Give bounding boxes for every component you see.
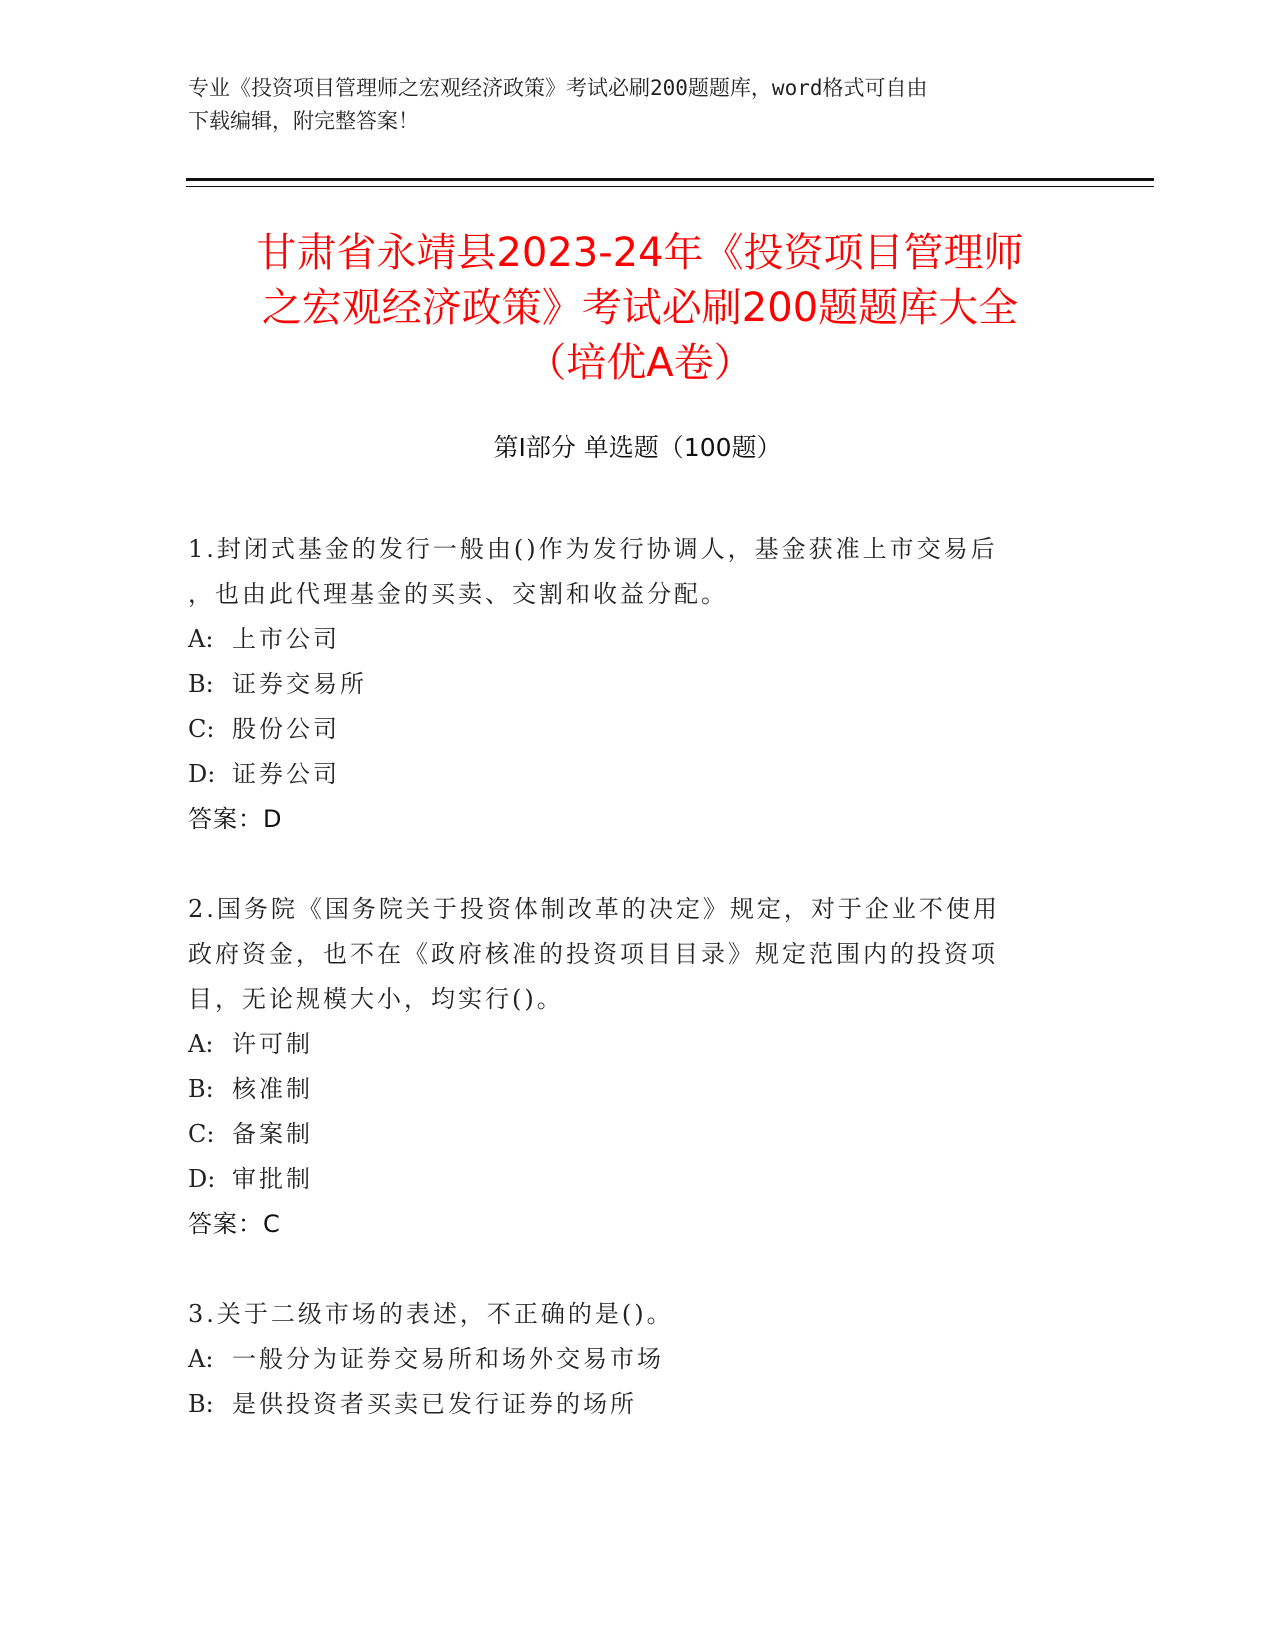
option-text: 上市公司 [232,625,340,653]
option-letter: A: [188,1345,214,1373]
header-divider-thick [186,178,1154,181]
question-2-option-d [188,1157,1058,1202]
option-letter: A: [188,625,214,653]
header-note [188,72,1088,138]
title-line-3: （培优A卷） [526,340,754,386]
question-1-option-a [188,617,1058,662]
title-line-1: 甘肃省永靖县2023-24年《投资项目管理师 [256,230,1024,276]
question-list [188,527,1058,1472]
option-text: 证券公司 [232,760,340,788]
question-2 [188,887,1058,1247]
option-letter: B: [188,670,214,698]
question-1-text-line-2: ，也由此代理基金的买卖、交割和收益分配。 [188,580,728,608]
option-text: 备案制 [232,1120,313,1148]
option-letter: D: [188,1165,216,1193]
question-3-option-b [188,1382,1058,1427]
question-1-option-c [188,707,1058,752]
header-divider-thin [186,186,1154,187]
question-3 [188,1292,1058,1427]
question-2-option-b [188,1067,1058,1112]
question-1-option-d [188,752,1058,797]
option-text: 许可制 [232,1030,313,1058]
question-1-option-b [188,662,1058,707]
option-text: 股份公司 [232,715,340,743]
question-2-text-line-2: 政府资金，也不在《政府核准的投资项目目录》规定范围内的投资项 [188,940,998,968]
option-letter: C: [188,1120,215,1148]
title-line-2: 之宏观经济政策》考试必刷200题题库大全 [261,285,1019,331]
question-3-option-a [188,1337,1058,1382]
question-2-text-line-1: 2.国务院《国务院关于投资体制改革的决定》规定，对于企业不使用 [188,895,1000,923]
header-note-line-2: 下载编辑，附完整答案！ [188,109,419,133]
option-letter: B: [188,1390,214,1418]
question-2-option-a [188,1022,1058,1067]
option-text: 审批制 [232,1165,313,1193]
document-title [160,226,1120,391]
option-text: 是供投资者买卖已发行证券的场所 [232,1390,637,1418]
question-2-answer: 答案：C [188,1210,281,1238]
option-text: 证券交易所 [232,670,367,698]
question-3-text-line-1: 3.关于二级市场的表述，不正确的是()。 [188,1300,674,1328]
option-letter: D: [188,760,216,788]
question-1-text-line-1: 1.封闭式基金的发行一般由()作为发行协调人，基金获准上市交易后 [188,535,998,563]
question-1 [188,527,1058,842]
question-2-option-c [188,1112,1058,1157]
question-1-answer: 答案：D [188,805,283,833]
option-text: 核准制 [232,1075,313,1103]
header-note-line-1: 专业《投资项目管理师之宏观经济政策》考试必刷200题题库，word格式可自由 [188,76,928,100]
question-2-text-line-3: 目，无论规模大小，均实行()。 [188,985,564,1013]
section-heading: 第Ⅰ部分 单选题（100题） [493,433,782,462]
option-text: 一般分为证券交易所和场外交易市场 [232,1345,664,1373]
option-letter: A: [188,1030,214,1058]
option-letter: C: [188,715,215,743]
option-letter: B: [188,1075,214,1103]
